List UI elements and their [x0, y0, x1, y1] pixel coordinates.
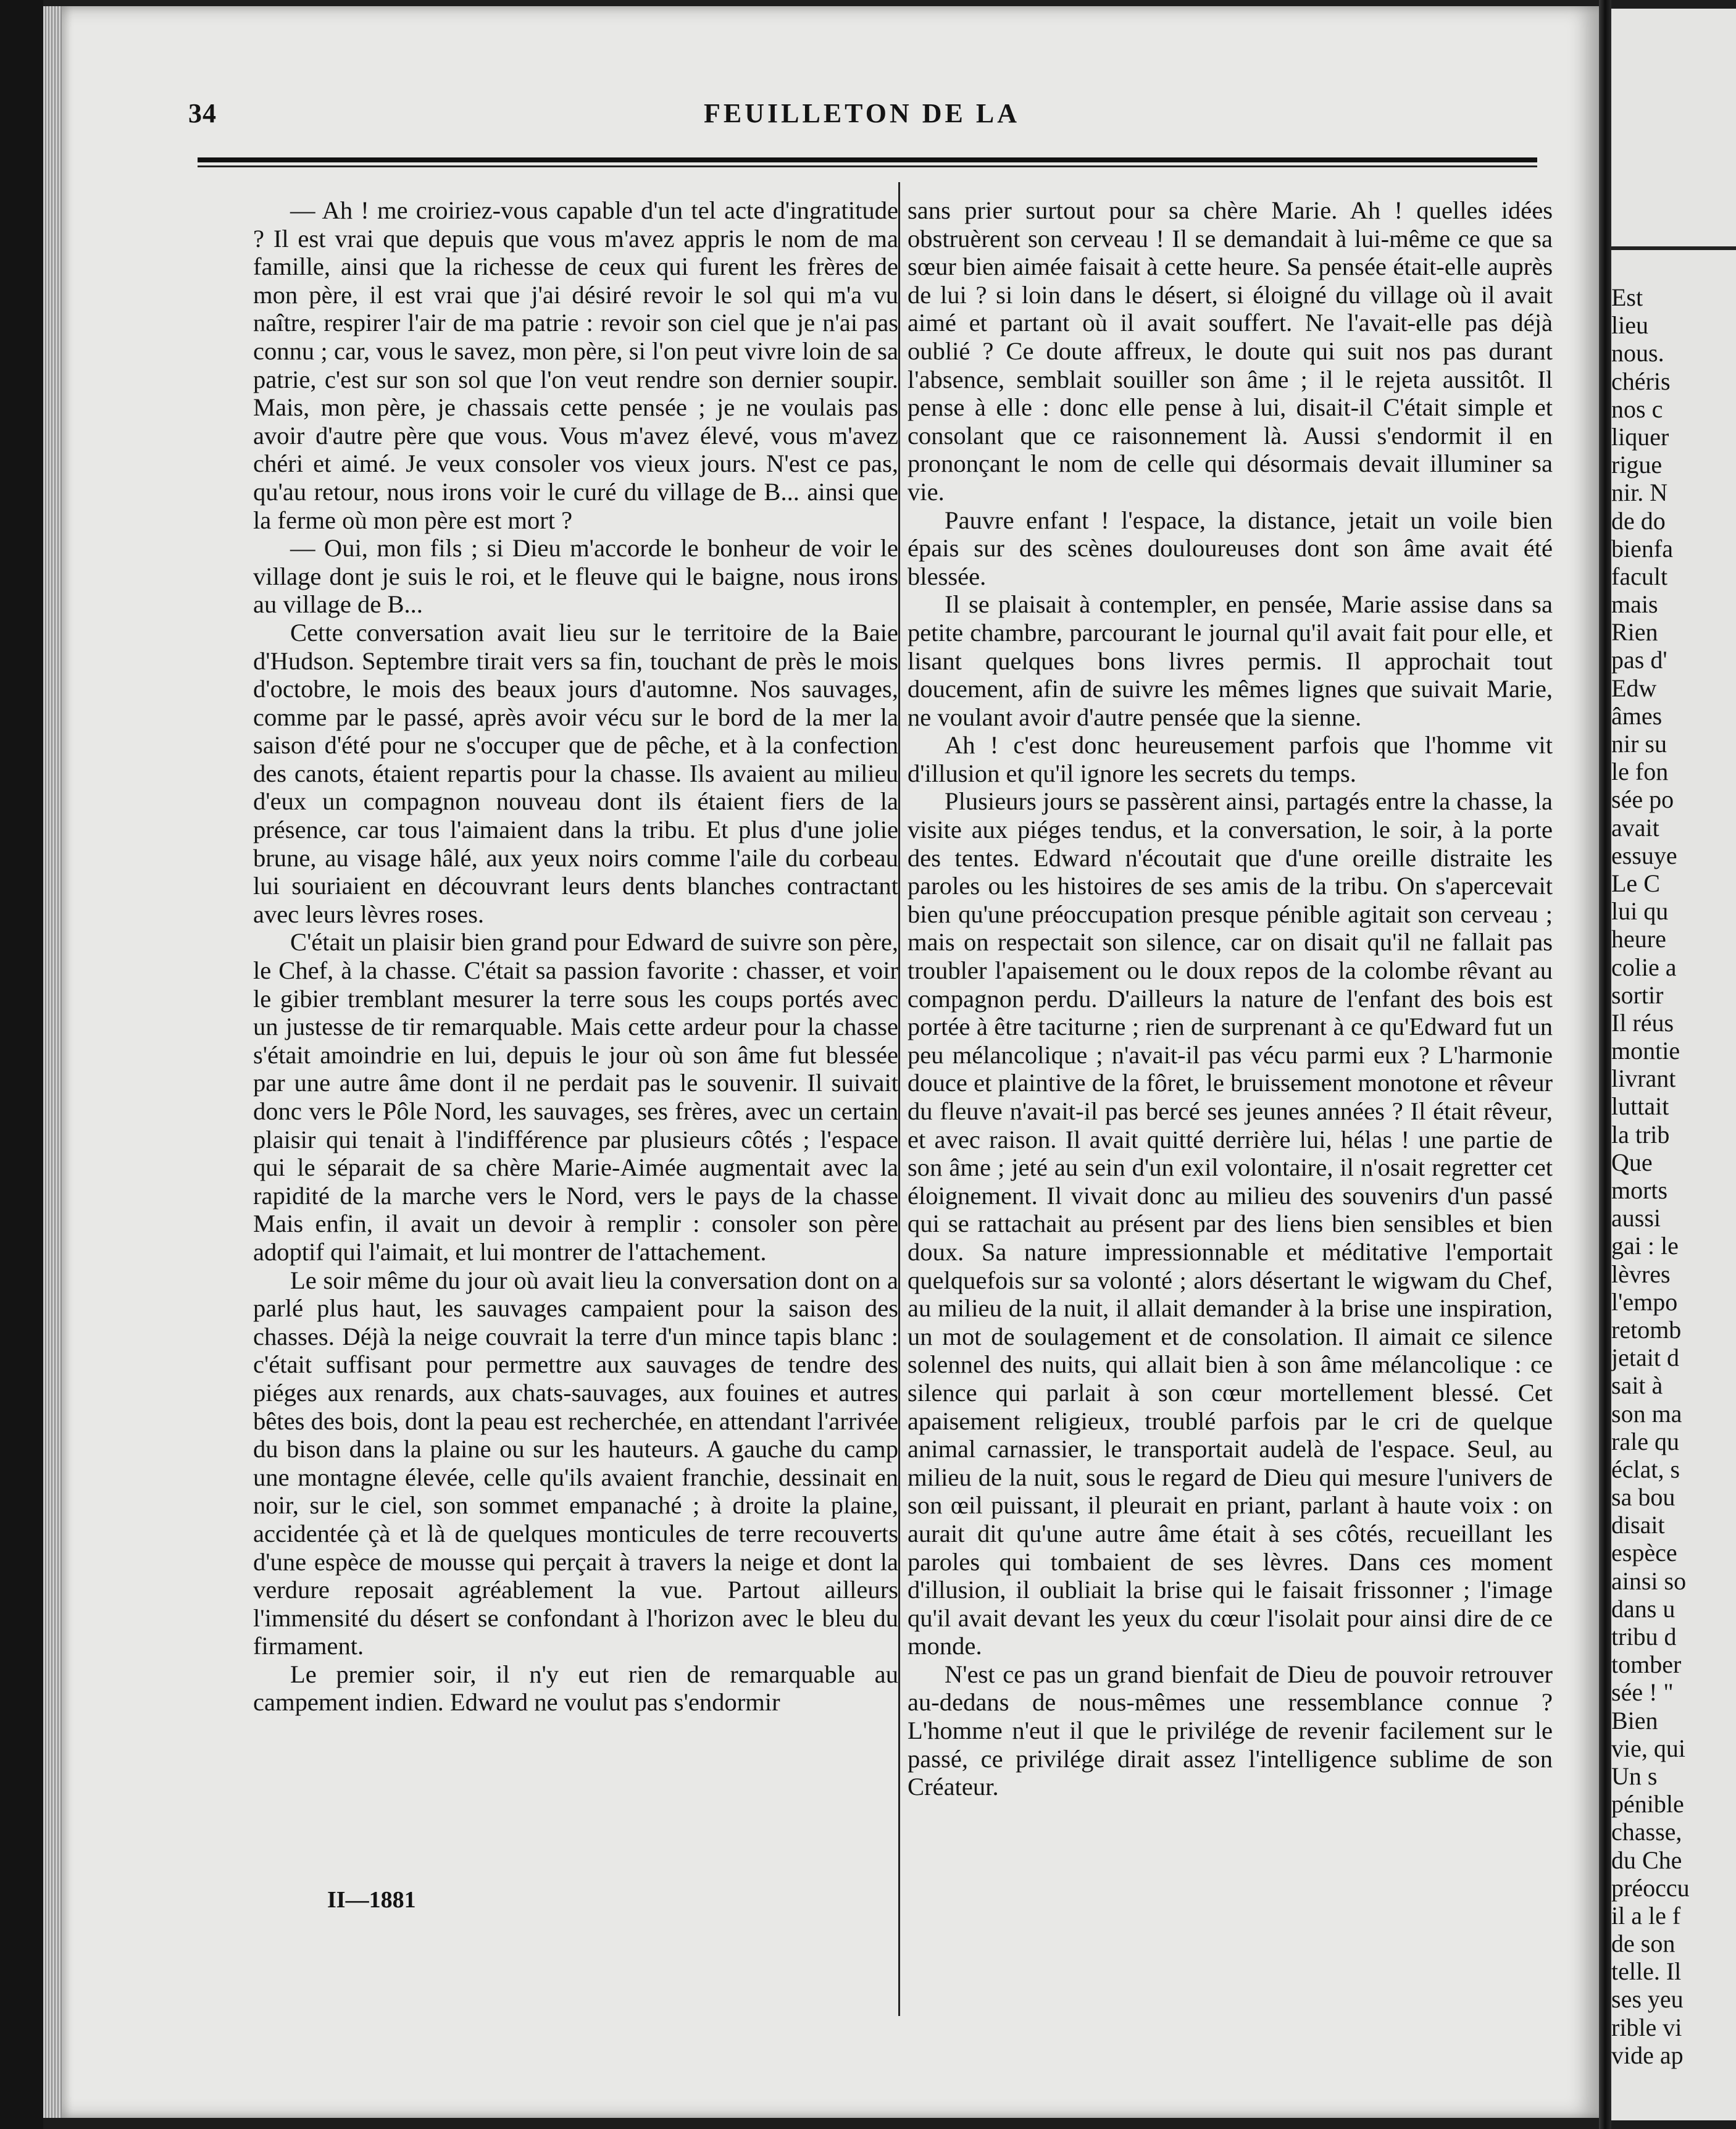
signature-mark: II—1881	[327, 1887, 416, 1913]
next-page-line: mais	[1611, 590, 1658, 619]
next-page-line: Un s	[1611, 1762, 1658, 1790]
running-title: FEUILLETON DE LA	[704, 98, 1020, 128]
next-page-line: luttait	[1611, 1092, 1669, 1121]
next-page-line: préoccu	[1611, 1873, 1690, 1902]
next-page-edge	[1611, 9, 1736, 2120]
next-page-line: vide ap	[1611, 2041, 1684, 2069]
next-page-line: ses yeu	[1611, 1985, 1684, 2014]
next-page-text	[1611, 283, 1736, 2069]
next-page-line: chéris	[1611, 367, 1671, 395]
paragraph: C'était un plaisir bien grand pour Edward de suivre son père, le Chef, à la chasse. C'était sa passion favorite : chasser, et voir le gibier tremblant mesurer la terre sous les coups portés avec un justesse de tir remarquable. Mais cette ardeur pour la chasse s'était amoindrie en lui, depuis le jour où son âme fut blessée par une autre âme dont il ne perdait pas le souvenir. Il suivait donc vers le Pôle Nord, les sauvages, ses frères, avec un certain plaisir qui tenait à l'indifférence par plusieurs côtés ; l'espace qui le séparait de sa chère Marie-Aimée augmentait avec la rapidité de la marche vers le Nord, vers le pays de la chasse Mais enfin, il avait un devoir à remplir : consoler son père adoptif qui l'aimait, et lui montrer de l'attachement.	[253, 928, 898, 1266]
next-page-line: bienfa	[1611, 534, 1673, 563]
next-page-line: de do	[1611, 506, 1666, 535]
next-page-line: âmes	[1611, 701, 1663, 730]
next-page-line: du Che	[1611, 1846, 1682, 1874]
next-page-line: espèce	[1611, 1539, 1677, 1567]
next-page-line: le fon	[1611, 758, 1669, 786]
next-page-line: essuye	[1611, 841, 1677, 869]
paragraph: Ah ! c'est donc heureusement parfois que l'homme vit d'illusion et qu'il ignore les secrets du temps.	[908, 731, 1553, 787]
paragraph: Pauvre enfant ! l'espace, la distance, jetait un voile bien épais sur des scènes douloureuses dont son âme avait été blessée.	[908, 506, 1553, 590]
next-page-line: livrant	[1611, 1064, 1676, 1093]
next-page-line: rible vi	[1611, 2013, 1682, 2041]
stacked-page-edges	[43, 6, 62, 2118]
next-page-line: morts	[1611, 1176, 1668, 1204]
next-page-line: sée po	[1611, 785, 1674, 814]
next-page-line: jetait d	[1611, 1344, 1679, 1372]
next-page-line: l'empo	[1611, 1287, 1678, 1316]
next-page-line: dans u	[1611, 1594, 1675, 1623]
next-page-line: sée ! "	[1611, 1678, 1674, 1707]
next-page-line: nous.	[1611, 339, 1664, 367]
next-page-line: sait à	[1611, 1371, 1663, 1400]
next-page-line: Rien	[1611, 618, 1658, 646]
paragraph: Le premier soir, il n'y eut rien de remarquable au campement indien. Edward ne voulut pas s'endormir	[253, 1660, 898, 1717]
book-gutter	[1599, 0, 1611, 2129]
next-page-line: telle. Il	[1611, 1957, 1682, 1986]
paragraph: N'est ce pas un grand bienfait de Dieu de pouvoir retrouver au-dedans de nous-mêmes une ressemblance connue ? L'homme n'eut il que le privilége de revenir facilement sur le passé, ce privilége dirait assez l'intelligence sublime de son Créateur.	[908, 1660, 1553, 1801]
header-rule	[198, 157, 1537, 162]
next-page-line: colie a	[1611, 953, 1677, 981]
next-page-line: nos c	[1611, 395, 1663, 423]
scan-background	[0, 0, 43, 2129]
next-page-line: lèvres	[1611, 1260, 1671, 1288]
next-page-line: Le C	[1611, 869, 1660, 897]
next-page-line: Il réus	[1611, 1008, 1674, 1037]
paragraph: Il se plaisait à contempler, en pensée, Marie assise dans sa petite chambre, parcourant le journal qu'il avait fait pour elle, et lisant quelques bons livres permis. Il approchait tout doucement, afin de suivre les mêmes lignes que suivait Marie, ne voulant avoir d'autre pensée que la sienne.	[908, 590, 1553, 731]
next-page-line: retomb	[1611, 1315, 1682, 1344]
next-page-line: Est	[1611, 283, 1643, 311]
next-page-line: chasse,	[1611, 1818, 1682, 1846]
next-page-line: tribu d	[1611, 1623, 1677, 1650]
paragraph: Plusieurs jours se passèrent ainsi, partagés entre la chasse, la visite aux piéges tendus, et la conversation, le soir, à la porte des tentes. Edward n'écoutait que d'une oreille distraite les paroles ou les histoires de ses amis de la tribu. On s'apercevait bien qu'une préoccupation presque pénible agitait son cerveau ; mais on respectait son silence, car on disait qu'il ne fallait pas troubler l'apaisement ou le doux repos de la colombe rêvant au compagnon perdu. D'ailleurs la nature de l'enfant des bois est portée à être taciturne ; rien de surprenant à ce qu'Edward fut un peu mélancolique ; n'avait-il pas vécu parmi eux ? L'harmonie douce et plaintive de la fôret, le bruissement monotone et rêveur du fleuve n'avait-il pas bercé ses jeunes années ? Il était rêveur, et avec raison. Il avait quitté derrière lui, hélas ! une partie de son âme ; jeté au sein d'un exil volontaire, il n'osait regretter cet éloignement. Il vivait donc au milieu des souvenirs d'un passé qui se rattachait au présent par des liens bien sensibles et bien doux. Sa nature impressionnable et méditative l'emportait quelquefois sur sa volonté ; alors désertant le wigwam du Chef, au milieu de la nuit, il allait demander à la brise une inspiration, un mot de soulagement et de consolation. Il aimait ce silence solennel des nuits, qui allait bien à son âme mélancolique : ce silence qui parlait à son cœur mortellement blessé. Cet apaisement religieux, troublé parfois par le cri de quelque animal carnassier, le transportait audelà de l'espace. Seul, au milieu de la nuit, sous le regard de Dieu qui mesure l'univers de son œil puissant, il pleurait en priant, parlant à haute voix : on aurait dit qu'une autre âme était à ses côtés, recueillant les paroles qui tombaient de ses lèvres. Dans ces moment d'illusion, il oubliait la brise qui le faisait frissonner ; l'image qu'il avait devant les yeux du cœur l'isolait pour ainsi dire de ce monde.	[908, 787, 1553, 1660]
next-page-line: pénible	[1611, 1790, 1684, 1818]
next-page-line: sa bou	[1611, 1483, 1675, 1512]
next-page-line: éclat, s	[1611, 1455, 1680, 1483]
next-page-line: la trib	[1611, 1120, 1670, 1148]
next-page-line: tomber	[1611, 1650, 1682, 1679]
page-number: 34	[188, 98, 217, 128]
next-page-line: lui qu	[1611, 897, 1669, 926]
next-page-line: lieu	[1611, 311, 1648, 340]
paragraph: Le soir même du jour où avait lieu la conversation dont on a parlé plus haut, les sauvages campaient pour la saison des chasses. Déjà la neige couvrait la terre d'un mince tapis blanc : c'était suffisant pour permettre aux sauvages de tendre des piéges aux renards, aux chats-sauvages, aux fouines et autres bêtes des bois, dont la peau est recherchée, en attendant l'arrivée du bison dans la plaine ou sur les hauteurs. A gauche du camp une montagne élevée, celle qu'ils avaient franchie, dessinait en noir, sur le ciel, son sommet empanaché ; à droite la plaine, accidentée çà et là de quelques monticules de terre recouverts d'une espèce de mousse qui perçait à travers la neige et dont la verdure reposait agréablement la vue. Partout ailleurs l'immensité du désert se confondant à l'horizon avec le bleu du firmament.	[253, 1266, 898, 1660]
next-page-line: son ma	[1611, 1399, 1682, 1428]
paragraph: sans prier surtout pour sa chère Marie. Ah ! quelles idées obstruèrent son cerveau ! Il se demandait à lui-même ce que sa sœur bien aimée faisait à cette heure. Sa pensée était-elle auprès de lui ? si loin dans le désert, si éloigné du village où il avait aimé et partant où il avait souffert. Ne l'avait-elle pas déjà oublié ? Ce doute affreux, le doute qui suit nos pas durant l'absence, semblait souiller son âme ; il le rejeta aussitôt. Il pense à elle : donc elle pense à lui, disait-il C'était simple et consolant que ce raisonnement là. Aussi s'endormit il en prononçant le nom de celle qui désormais devait illuminer sa vie.	[908, 196, 1553, 506]
text-column-left	[253, 196, 898, 1717]
next-page-line: Que	[1611, 1148, 1653, 1176]
next-page-line: aussi	[1611, 1204, 1661, 1232]
next-page-line: Edw	[1611, 674, 1657, 702]
next-page-line: il a le f	[1611, 1901, 1681, 1930]
next-page-line: heure	[1611, 925, 1666, 953]
paragraph: Cette conversation avait lieu sur le territoire de la Baie d'Hudson. Septembre tirait vers sa fin, touchant de près le mois d'octobre, le mois des beaux jours d'automne. Nos sauvages, comme par le passé, après avoir vécu sur le bord de la mer la saison d'été pour ne s'occuper que de pêche, et à la confection des canots, étaient repartis pour la chasse. Ils avaient au milieu d'eux un compagnon nouveau dont ils étaient fiers de la présence, car tous l'aimaient dans la tribu. Et plus d'une jolie brune, au visage hâlé, aux yeux noirs comme l'aile du corbeau lui souriaient en découvrant leurs dents blanches contractant avec leurs lèvres roses.	[253, 618, 898, 928]
paragraph: — Oui, mon fils ; si Dieu m'accorde le bonheur de voir le village dont je suis le roi, et le fleuve qui le baigne, nous irons au village de B...	[253, 534, 898, 619]
text-column-right	[908, 196, 1553, 1801]
header-rule-thin	[198, 165, 1537, 167]
next-page-line: montie	[1611, 1037, 1680, 1065]
next-page-rule	[1611, 246, 1736, 250]
column-divider	[898, 182, 900, 2016]
next-page-line: sortir	[1611, 981, 1664, 1009]
next-page-line: liquer	[1611, 422, 1669, 451]
paragraph: — Ah ! me croiriez-vous capable d'un tel acte d'ingratitude ? Il est vrai que depuis que vous m'avez appris le nom de ma famille, ainsi que la richesse de ceux qui furent les frères de mon père, il est vrai que j'ai désiré revoir le sol qui m'a vu naître, respirer l'air de ma patrie : revoir son ciel que je n'ai pas connu ; car, vous le savez, mon père, si l'on peut vivre loin de sa patrie, c'est sur son sol que l'on veut rendre son dernier soupir. Mais, mon père, je chassais cette pensée ; je ne voulais pas avoir d'autre père que vous. Vous m'avez élevé, vous m'avez chéri et aimé. Je veux consoler vos vieux jours. N'est ce pas, qu'au retour, nous irons voir le curé du village de B... ainsi que la ferme où mon père est mort ?	[253, 196, 898, 534]
next-page-line: vie, qui	[1611, 1734, 1685, 1762]
next-page-line: avait	[1611, 813, 1659, 842]
next-page-line: disait	[1611, 1511, 1665, 1539]
next-page-line: Bien	[1611, 1706, 1658, 1734]
next-page-line: gai : le	[1611, 1232, 1679, 1260]
next-page-line: facult	[1611, 562, 1668, 590]
next-page-line: rigue	[1611, 451, 1663, 479]
next-page-line: nir su	[1611, 730, 1667, 758]
next-page-line: nir. N	[1611, 479, 1668, 507]
next-page-line: rale qu	[1611, 1427, 1679, 1455]
next-page-line: de son	[1611, 1930, 1675, 1958]
next-page-line: ainsi so	[1611, 1566, 1687, 1595]
next-page-line: pas d'	[1611, 646, 1667, 674]
